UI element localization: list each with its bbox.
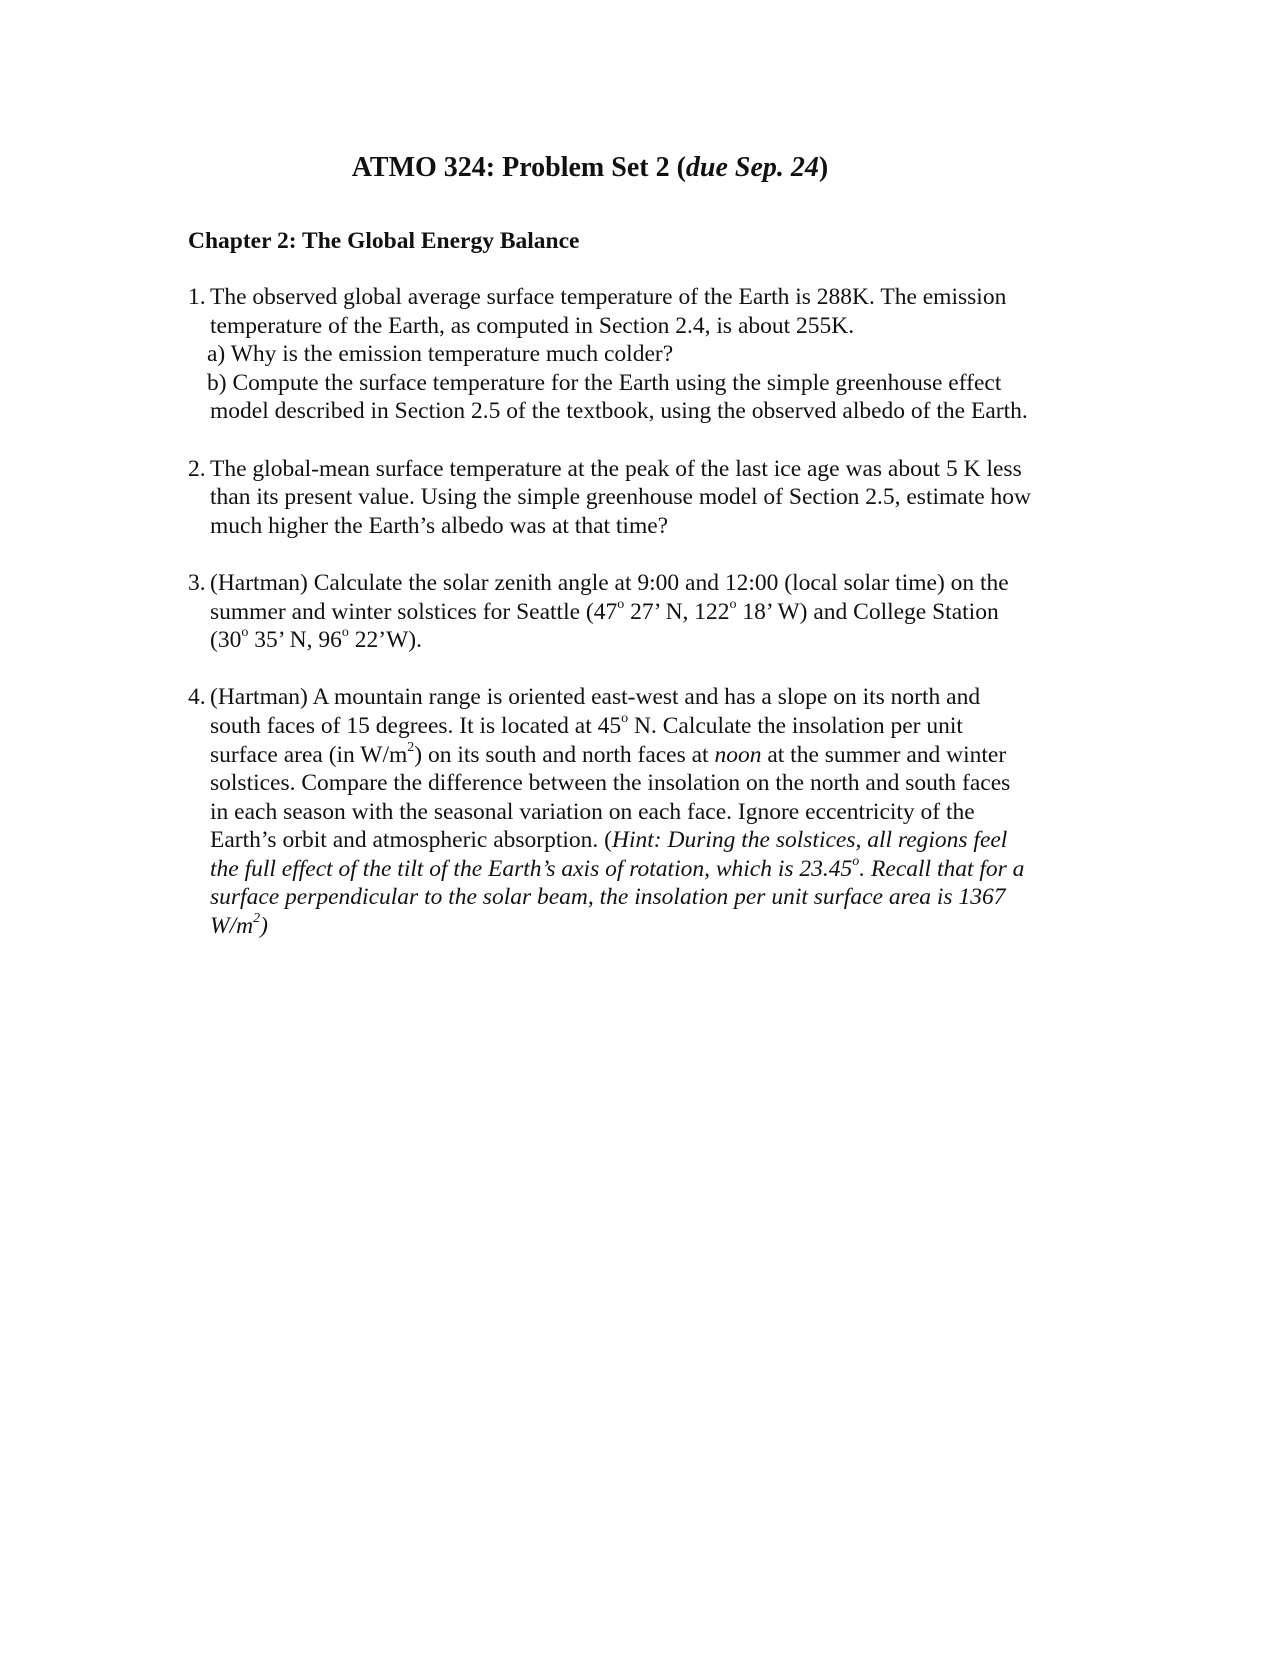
degree-mark: o <box>341 625 349 641</box>
problem-text-line: (Hartman) Calculate the solar zenith angle at 9:00 and 12:00 (local solar time) on the <box>210 569 1009 596</box>
text-segment: south faces of 15 degrees. It is located at 45 <box>210 712 622 739</box>
hint-text-line <box>210 855 1108 884</box>
problem-2 <box>188 455 1108 541</box>
sub-question-b: b) Compute the surface temperature for the Earth using the simple greenhouse effect <box>207 369 1002 396</box>
text-segment: Earth’s orbit and atmospheric absorption. ( <box>210 827 613 854</box>
problem-text-line: much higher the Earth’s albedo was at that time? <box>210 512 669 539</box>
problem-text-line: than its present value. Using the simple greenhouse model of Section 2.5, estimate how <box>210 484 1032 511</box>
text-segment: at the summer and winter <box>761 741 1007 768</box>
emphasis-noon: noon <box>714 741 762 768</box>
problem-text-line <box>210 826 1108 855</box>
problem-text-line: solstices. Compare the difference between the insolation on the north and south faces <box>210 770 1011 797</box>
problem-text-line: temperature of the Earth, as computed in Section 2.4, is about 255K. <box>210 312 855 339</box>
title-prefix: ATMO 324: Problem Set 2 ( <box>351 152 686 183</box>
problem-text-line <box>210 741 1108 770</box>
degree-mark: o <box>617 596 625 612</box>
title-date: Sep. 24 <box>727 152 819 183</box>
problem-text-line: model described in Section 2.5 of the textbook, using the observed albedo of the Earth. <box>210 398 1028 425</box>
problem-number: 2. <box>188 455 206 482</box>
page-title <box>0 150 1180 186</box>
degree-mark: o <box>621 711 629 727</box>
text-segment: summer and winter solstices for Seattle (47 <box>210 598 618 625</box>
text-segment: W/m <box>210 913 254 940</box>
text-segment: surface area (in W/m <box>210 741 408 768</box>
hint-text-line: surface perpendicular to the solar beam, the insolation per unit surface area is 1367 <box>210 884 1006 911</box>
problem-number: 4. <box>188 684 206 711</box>
problem-text-line: (Hartman) A mountain range is oriented east-west and has a slope on its north and <box>210 684 981 711</box>
text-segment: 27’ N, 122 <box>624 598 730 625</box>
degree-mark: o <box>852 854 860 870</box>
degree-mark: o <box>729 596 737 612</box>
problem-number: 3. <box>188 569 206 596</box>
problem-text-line: The observed global average surface temperature of the Earth is 288K. The emission <box>210 284 1007 310</box>
text-segment: 22’W). <box>348 627 422 654</box>
problem-text-line <box>210 712 1108 741</box>
text-segment: 18’ W) and College Station <box>736 598 999 625</box>
problem-text-line: in each season with the seasonal variation on each face. Ignore eccentricity of the <box>210 798 975 825</box>
text-segment: 35’ N, 96 <box>248 627 342 654</box>
problem-text-line <box>210 598 1108 627</box>
hint-text: Hint: During the solstices, all regions feel <box>612 827 1008 854</box>
text-segment: . Recall that for a <box>859 855 1025 882</box>
degree-mark: o <box>241 625 249 641</box>
problem-text-line <box>210 626 1108 655</box>
problem-3 <box>188 569 1108 655</box>
problem-number: 1. <box>188 284 206 310</box>
problem-text-line: The global-mean surface temperature at the peak of the last ice age was about 5 K less <box>210 455 1022 482</box>
text-segment: N. Calculate the insolation per unit <box>628 712 963 739</box>
text-segment: ) on its south and north faces at <box>414 741 715 768</box>
text-segment: (30 <box>210 627 242 654</box>
squared-mark: 2 <box>253 911 261 927</box>
sub-question-a: a) Why is the emission temperature much colder? <box>207 341 674 368</box>
problem-list <box>188 283 1108 969</box>
squared-mark: 2 <box>407 739 415 755</box>
problem-4 <box>188 683 1108 940</box>
title-due-word: due <box>685 152 728 183</box>
chapter-heading: Chapter 2: The Global Energy Balance <box>188 228 580 254</box>
title-suffix: ) <box>818 152 829 183</box>
text-segment: ) <box>260 913 268 940</box>
text-segment: the full effect of the tilt of the Earth’s axis of rotation, which is 23.45 <box>210 855 853 882</box>
problem-1 <box>188 283 1108 426</box>
hint-text-line <box>210 912 1108 941</box>
